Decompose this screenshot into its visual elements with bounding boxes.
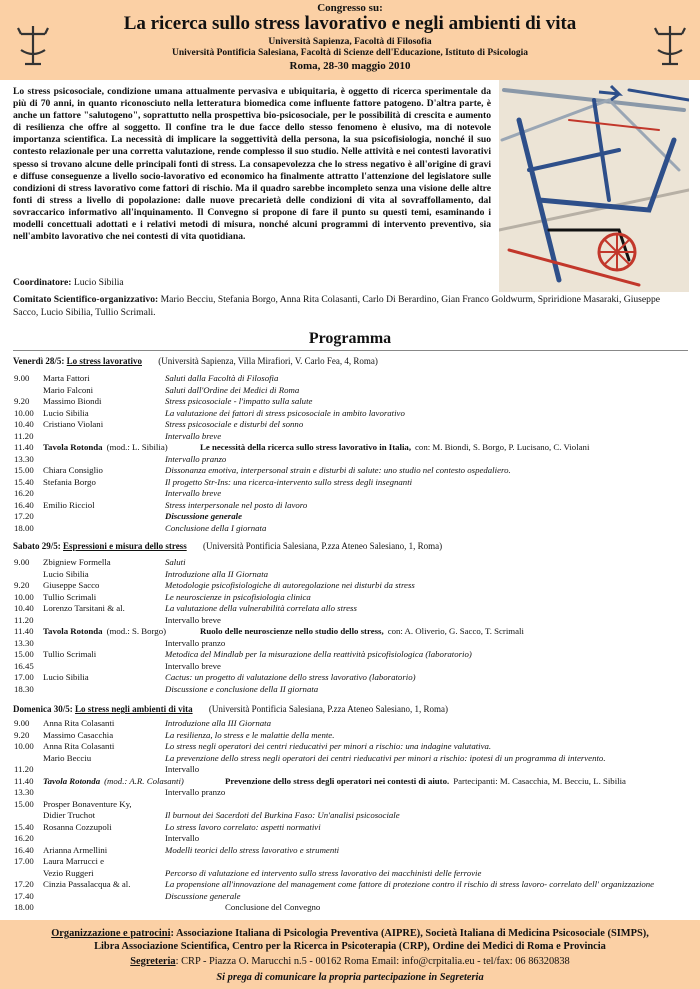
schedule-row	[0, 557, 700, 568]
session-time: 9.00	[14, 373, 30, 383]
session-time: 9.00	[14, 557, 30, 567]
session-title: Introduzione alla III Giornata	[165, 718, 271, 728]
round-table	[43, 442, 168, 453]
schedule-row	[0, 661, 700, 672]
speaker-name: Lucio Sibilia	[43, 568, 89, 579]
round-table-topic-line	[225, 776, 626, 787]
secretariat	[0, 956, 700, 967]
organizers-label: Organizzazione e patrocini	[51, 928, 171, 939]
session-title: Intervallo pranzo	[165, 453, 227, 464]
speaker-name: Mario Falconi	[43, 384, 94, 395]
speaker-name: Massimo Biondi	[43, 396, 102, 406]
schedule-row	[0, 373, 700, 384]
session-time: 15.00	[14, 649, 34, 659]
schedule-row	[0, 465, 700, 476]
schedule-row	[0, 580, 700, 591]
speaker-name: Zbigniew Formella	[43, 557, 111, 567]
day-heading-3	[13, 704, 693, 714]
session-time: 16.40	[14, 499, 34, 510]
schedule-row	[0, 672, 700, 683]
speaker-name: Cinzia Passalacqua & al.	[43, 879, 131, 889]
day-label: Domenica 30/5:	[13, 704, 73, 714]
round-table-participants: con: M. Biondi, S. Borgo, P. Lucisano, C. Violani	[415, 442, 590, 452]
speaker-name: Rosanna Cozzupoli	[43, 821, 112, 832]
session-title: La valutazione dei fattori di stress psicosociale in ambito lavorativo	[165, 407, 405, 418]
session-time: 11.20	[14, 614, 34, 625]
speaker-name: Tullio Scrimali	[43, 591, 97, 602]
session-time: 13.30	[14, 787, 34, 797]
page-title: La ricerca sullo stress lavorativo e negli ambienti di vita	[123, 13, 577, 34]
session-title: Le neuroscienze in psicofisiologia clinica	[165, 591, 311, 602]
speaker-name: Chiara Consiglio	[43, 465, 103, 475]
schedule-row	[0, 603, 700, 614]
abstract-painting-image	[499, 80, 689, 292]
coordinator-line	[13, 277, 124, 288]
round-table-topic-line	[200, 626, 524, 637]
schedule-row	[0, 776, 700, 787]
schedule-row	[0, 454, 700, 465]
session-title: Modelli teorici dello stress lavorativo e strumenti	[165, 844, 340, 855]
intro-paragraph: Lo stress psicosociale, condizione umana attualmente pervasiva e ubiquitaria, è oggetto di ricerca sperimentale da più di 70 anni, in quanto riconosciuto nella letteratura biomedica come influente fattore patogeno. D'altra parte, è anche un fattore "salutogeno", soprattutto nella prospettiva bio-psicosociale, per le possibilità di crescita e aumento di resilienza che offre al soggetto. Il confine tra le due facce dello stesso fenomeno è elusivo, ma di notevole importanza scientifica. La necessità di implicare la soggettività della persona, la sua psicofisiologia, nonché il suo contesto relazionale per una corretta valutazione, rende complesso il suo studio. Nelle attività e nei contesti lavorativi spesso si trovano alcune delle principali fonti di stress. La consapevolezza che lo stress negativo è all'origine di gravi e diffuse conseguenze a livello socio-lavorativo ed economico ha finalmente attratto l'attenzione del legislatore sulle condizioni di stress lavorativo come fattori di rischio. Ma il quadro sarebbe incompleto senza una visione delle altre fonti di stress a livello di popolazione: dalle nuove precarietà delle condizioni di vita al sovraffollamento, dal sovraccarico informativo all'inquinamento. Il Convegno si propone di fare il punto su questi temi, esaminando i modelli concettuali adottati e i relativi metodi di misura, nonché alcuni programmi di intervento preventivo, sia nell'ambito lavorativo che nei contesti di vita quotidiana.	[13, 86, 491, 243]
session-title: Saluti dalla Facoltà di Filosofia	[165, 373, 279, 383]
speaker-name: Mario Becciu	[43, 752, 92, 763]
round-table-label: Tavola Rotonda	[43, 442, 103, 452]
schedule-row	[0, 856, 700, 867]
speaker-name: Lucio Sibilia	[43, 407, 89, 418]
schedule-row	[0, 833, 700, 844]
speaker-name: Prosper Bonaventure Ky,	[43, 798, 132, 809]
schedule-row	[0, 787, 700, 798]
day-theme: Espressioni e misura dello stress	[63, 541, 187, 551]
speaker-name: Emilio Ricciol	[43, 499, 95, 510]
speaker-name: Didier Truchot	[43, 810, 96, 820]
session-title: Saluti dall'Ordine dei Medici di Roma	[165, 384, 300, 395]
session-time: 10.40	[14, 419, 34, 429]
session-title: Discussione generale	[165, 511, 242, 521]
organizers-text-1: : Associazione Italiana di Psicologia Preventiva (AIPRE), Società Italiana di Medicina Psicosociale (SIMPS),	[170, 928, 649, 939]
session-title: Stress interpersonale nel posto di lavoro	[165, 499, 308, 510]
session-time: 17.20	[14, 511, 34, 521]
session-time: 17.00	[14, 856, 34, 866]
schedule-row	[0, 569, 700, 580]
session-title: Intervallo	[165, 833, 200, 843]
day-theme: Lo stress lavorativo	[66, 356, 142, 366]
session-time: 9.00	[14, 718, 30, 728]
round-table-label: Tavola Rotonda	[43, 626, 103, 636]
speaker-name: Stefania Borgo	[43, 476, 96, 487]
schedule-row	[0, 902, 700, 913]
day-location: (Università Pontificia Salesiana, P.zza Ateneo Salesiano, 1, Roma)	[202, 541, 443, 551]
schedule-row	[0, 822, 700, 833]
schedule-row	[0, 488, 700, 499]
round-table-topic: Le necessità della ricerca sullo stress lavorativo in Italia,	[200, 442, 412, 452]
congress-label: Congresso su:	[317, 2, 383, 14]
header-band	[0, 0, 700, 80]
speaker-name: Giuseppe Sacco	[43, 580, 100, 590]
session-title: Conclusione del Convegno	[225, 902, 321, 912]
session-time: 11.20	[14, 430, 34, 441]
round-table-participants: con: A. Oliverio, G. Sacco, T. Scrimali	[387, 626, 524, 636]
schedule-row	[0, 626, 700, 637]
session-title: Cactus: un progetto di valutazione dello stress lavorativo (laboratorio)	[165, 672, 416, 682]
session-time: 16.45	[14, 660, 34, 671]
session-time: 15.40	[14, 476, 34, 487]
session-title: Lo stress lavoro correlato: aspetti normativi	[165, 821, 321, 832]
ankh-symbol-icon	[650, 22, 690, 68]
round-table-moderator: (mod.: S. Borgo)	[106, 626, 167, 636]
speaker-name: Marta Fattori	[43, 373, 90, 383]
session-time: 10.00	[14, 591, 34, 602]
session-time: 11.20	[14, 764, 34, 774]
schedule-row	[0, 385, 700, 396]
schedule-row	[0, 396, 700, 407]
session-title: La prevenzione dello stress negli operatori dei centri rieducativi per minori a rischio: ipotesi di un programma di intervento.	[165, 752, 606, 763]
session-time: 11.40	[14, 775, 34, 786]
speaker-name: Arianna Armellini	[43, 844, 108, 855]
session-time: 9.20	[14, 580, 30, 590]
session-title: Stress psicosociale - l'impatto sulla salute	[165, 396, 313, 406]
session-title: La propensione all'innovazione del management come fattore di protezione contro il rischio di stress lavoro- correlato dell' organizzazione	[165, 879, 655, 889]
session-time: 11.40	[14, 442, 34, 452]
session-title: Metodologie psicofisiologiche di autoregolazione nei disturbi da stress	[165, 580, 415, 590]
schedule-row	[0, 638, 700, 649]
schedule-row	[0, 500, 700, 511]
session-title: Conclusione della I giornata	[165, 522, 267, 533]
round-table-participants: Partecipanti: M. Casacchia, M. Becciu, L. Sibilia	[453, 775, 626, 786]
session-title: Percorso di valutazione ed intervento sullo stress lavorativo dei macchinisti delle ferrovie	[165, 867, 482, 878]
committee-line	[13, 294, 685, 319]
session-time: 9.20	[14, 729, 30, 740]
schedule-row	[0, 879, 700, 890]
session-time: 18.00	[14, 902, 34, 912]
session-title: Dissonanza emotiva, interpersonal strain e disturbi di salute: uno studio nel contesto ospedaliero.	[165, 465, 511, 475]
session-title: Discussione generale	[165, 890, 241, 901]
session-title: Metodica del Mindlab per la misurazione della reattività psicofisiologica (laboratorio)	[165, 649, 472, 659]
session-title: Saluti	[165, 557, 186, 567]
session-time: 18.00	[14, 522, 34, 533]
session-time: 10.00	[14, 741, 34, 751]
schedule-row	[0, 408, 700, 419]
schedule-row	[0, 753, 700, 764]
speaker-name: Laura Marrucci e	[43, 856, 105, 866]
day-heading-2	[13, 541, 693, 551]
session-time: 10.00	[14, 407, 34, 418]
speaker-name: Massimo Casacchia	[43, 729, 114, 740]
session-title: Stress psicosociale e disturbi del sonno	[165, 419, 304, 429]
session-title: Introduzione alla II Giornata	[165, 568, 269, 579]
session-time: 16.20	[14, 488, 34, 498]
session-time: 11.40	[14, 626, 34, 636]
session-title: Intervallo breve	[165, 430, 222, 441]
secretariat-label: Segreteria	[130, 956, 176, 967]
schedule-row	[0, 511, 700, 522]
day-location: (Università Pontificia Salesiana, P.zza Ateneo Salesiano, 1, Roma)	[208, 704, 449, 714]
schedule-row	[0, 523, 700, 534]
session-time: 16.20	[14, 833, 34, 843]
session-time: 15.00	[14, 465, 34, 475]
session-title: Lo stress negli operatori dei centri rieducativi per minori a rischio: una indagine valutativa.	[165, 741, 492, 751]
schedule-row	[0, 477, 700, 488]
session-time: 13.30	[14, 453, 34, 464]
schedule-row	[0, 868, 700, 879]
session-time: 16.40	[14, 844, 34, 855]
schedule-row	[0, 845, 700, 856]
schedule-row	[0, 419, 700, 430]
session-time: 17.20	[14, 879, 34, 889]
round-table-moderator: (mod.: A.R. Colasanti)	[104, 775, 184, 786]
registration-note: Si prega di comunicare la propria partecipazione in Segreteria	[216, 972, 484, 983]
session-time: 10.40	[14, 603, 34, 613]
round-table-topic: Ruolo delle neuroscienze nello studio dello stress,	[200, 626, 384, 636]
programme-title: Programma	[308, 330, 392, 347]
schedule-row	[0, 810, 700, 821]
speaker-name: Lorenzo Tarsitani & al.	[43, 603, 125, 613]
session-time: 17.00	[14, 672, 34, 682]
session-title: La valutazione della vulnerabilità correlata allo stress	[165, 603, 357, 613]
session-title: Intervallo breve	[165, 488, 222, 498]
committee-label: Comitato Scientifico-organizzativo:	[13, 294, 159, 305]
organizers	[0, 927, 700, 953]
speaker-name: Tullio Scrimali	[43, 649, 97, 659]
round-table-topic: Prevenzione dello stress degli operatori nei contesti di aiuto.	[225, 775, 450, 786]
session-title: Il progetto Str-Ins: una ricerca-intervento sullo stress degli insegnanti	[165, 476, 413, 487]
session-time: 18.30	[14, 683, 34, 694]
secretariat-text: : CRP - Piazza O. Marucchi n.5 - 00162 Roma Email: info@crpitalia.eu - tel/fax: 06 86320838	[175, 956, 570, 967]
session-title: Intervallo pranzo	[165, 787, 226, 797]
day-theme: Lo stress negli ambienti di vita	[75, 704, 193, 714]
schedule-row	[0, 442, 700, 453]
event-date: Roma, 28-30 maggio 2010	[289, 60, 411, 72]
committee-names: Mario Becciu, Stefania Borgo, Anna Rita Colasanti, Carlo Di Berardino, Gian Franco Goldwurm, Spriridione Masaraki, Giuseppe Sacco, Lucio Sibilia, Tullio Scrimali.	[13, 294, 661, 318]
schedule-row	[0, 730, 700, 741]
day-label: Sabato 29/5:	[13, 541, 61, 551]
session-title: Discussione e conclusione della II giornata	[165, 683, 319, 694]
speaker-name: Cristiano Violani	[43, 419, 104, 429]
round-table	[43, 626, 166, 637]
session-time: 15.40	[14, 821, 34, 832]
schedule-row	[0, 431, 700, 442]
schedule-row	[0, 718, 700, 729]
session-title: La resilienza, lo stress e le malattie della mente.	[165, 729, 335, 740]
session-time: 9.20	[14, 396, 30, 406]
session-title: Intervallo breve	[165, 660, 221, 671]
schedule-row	[0, 615, 700, 626]
session-time: 13.30	[14, 637, 34, 648]
coordinator-label: Coordinatore:	[13, 277, 72, 288]
speaker-name: Anna Rita Colasanti	[43, 718, 115, 728]
schedule-row	[0, 764, 700, 775]
divider	[13, 350, 688, 351]
host-line-2: Università Pontificia Salesiana, Facoltà di Scienze dell'Educazione, Istituto di Psicologia	[172, 48, 528, 58]
organizers-text-2: Libra Associazione Scientifica, Centro per la Ricerca in Psicoterapia (CRP), Ordine dei Medici di Roma e Provincia	[94, 941, 606, 952]
schedule-row	[0, 891, 700, 902]
speaker-name: Anna Rita Colasanti	[43, 741, 115, 751]
round-table-label: Tavola Rotonda	[43, 775, 101, 786]
schedule-row	[0, 684, 700, 695]
session-title: Intervallo breve	[165, 614, 221, 625]
round-table-topic-line	[200, 442, 589, 453]
session-title: Intervallo	[165, 764, 200, 774]
day-label: Venerdì 28/5:	[13, 356, 65, 366]
footer-band	[0, 920, 700, 989]
session-time: 15.00	[14, 798, 34, 809]
speaker-name: Lucio Sibilia	[43, 672, 89, 682]
schedule-row	[0, 592, 700, 603]
schedule-row	[0, 741, 700, 752]
schedule-row	[0, 799, 700, 810]
host-line-1: Università Sapienza, Facoltà di Filosofia	[268, 37, 432, 47]
session-title: Il burnout dei Sacerdoti del Burkina Faso: Un'analisi psicosociale	[165, 810, 400, 820]
speaker-name: Vezio Ruggeri	[43, 867, 94, 878]
round-table-moderator: (mod.: L. Sibilia)	[106, 442, 168, 452]
day-heading-1	[13, 356, 693, 366]
day-location: (Università Sapienza, Villa Mirafiori, V. Carlo Fea, 4, Roma)	[158, 356, 378, 366]
session-title: Intervallo pranzo	[165, 637, 226, 648]
schedule-row	[0, 649, 700, 660]
session-time: 17.40	[14, 890, 34, 901]
round-table	[43, 776, 184, 787]
coordinator-name: Lucio Sibilia	[73, 277, 124, 288]
